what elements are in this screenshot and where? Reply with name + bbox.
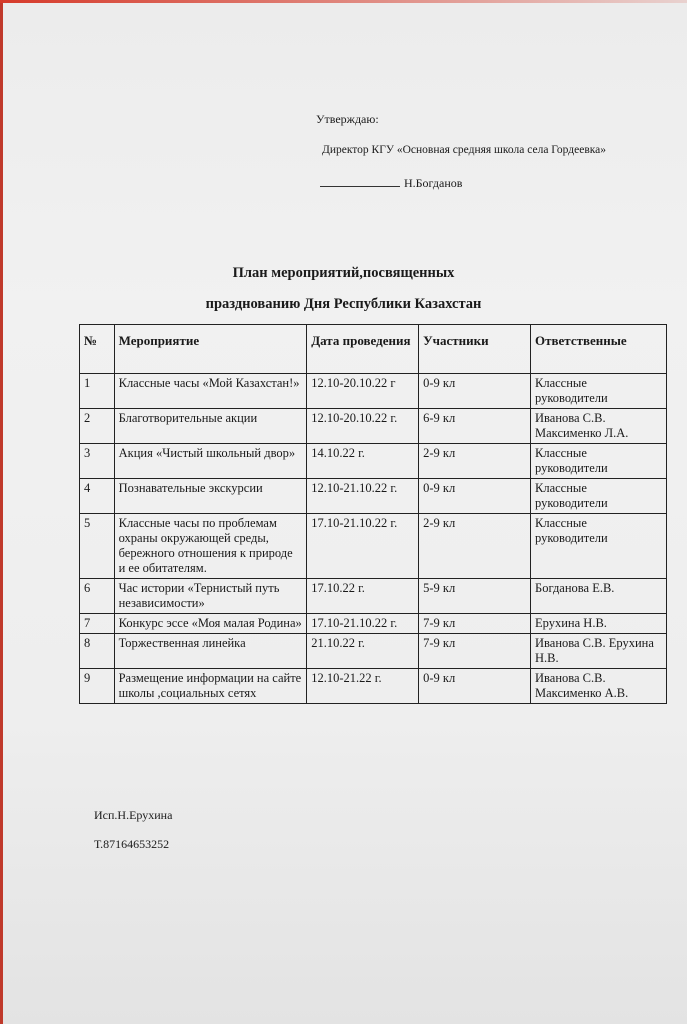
cell-participants: 0-9 кл [419, 669, 531, 704]
signature-line [320, 177, 462, 189]
approval-label: Утверждаю: [316, 112, 379, 126]
cell-date: 12.10-21.22 г. [307, 669, 419, 704]
cell-event: Благотворительные акции [114, 409, 307, 444]
cell-event: Торжественная линейка [114, 634, 307, 669]
table-header-row [80, 325, 667, 374]
table-row [80, 669, 667, 704]
cell-number: 4 [80, 479, 115, 514]
cell-date: 17.10-21.10.22 г. [307, 514, 419, 579]
cell-participants: 2-9 кл [419, 514, 531, 579]
cell-event: Конкурс эссе «Моя малая Родина» [114, 614, 307, 634]
cell-date: 14.10.22 г. [307, 444, 419, 479]
director-line: Директор КГУ «Основная средняя школа села Гордеевка» [322, 144, 607, 156]
cell-event: Классные часы «Мой Казахстан!» [114, 374, 307, 409]
cell-event: Час истории «Тернистый путь независимости» [114, 579, 307, 614]
cell-event: Акция «Чистый школьный двор» [114, 444, 307, 479]
cell-responsible: Иванова С.В. Ерухина Н.В. [531, 634, 667, 669]
cell-responsible: Иванова С.В. Максименко А.В. [531, 669, 667, 704]
table-row [80, 614, 667, 634]
table-row [80, 479, 667, 514]
page-top-red-edge [0, 0, 687, 3]
header-responsible: Ответственные [531, 325, 667, 374]
cell-responsible: Классные руководители [531, 479, 667, 514]
table-row [80, 514, 667, 579]
table-row [80, 409, 667, 444]
events-plan-table [79, 324, 667, 704]
cell-date: 17.10-21.10.22 г. [307, 614, 419, 634]
cell-date: 12.10-21.10.22 г. [307, 479, 419, 514]
cell-event: Познавательные экскурсии [114, 479, 307, 514]
cell-number: 7 [80, 614, 115, 634]
header-event: Мероприятие [114, 325, 307, 374]
cell-number: 9 [80, 669, 115, 704]
cell-responsible: Классные руководители [531, 444, 667, 479]
cell-participants: 7-9 кл [419, 634, 531, 669]
cell-participants: 0-9 кл [419, 479, 531, 514]
signature-name: Н.Богданов [404, 176, 463, 190]
executor-phone: Т.87164653252 [94, 837, 170, 851]
cell-number: 1 [80, 374, 115, 409]
table-row [80, 579, 667, 614]
cell-participants: 5-9 кл [419, 579, 531, 614]
cell-responsible: Классные руководители [531, 374, 667, 409]
cell-date: 17.10.22 г. [307, 579, 419, 614]
document-title-line2: празднованию Дня Республики Казахстан [205, 296, 482, 312]
header-date: Дата проведения [307, 325, 419, 374]
cell-participants: 2-9 кл [419, 444, 531, 479]
cell-event: Классные часы по проблемам охраны окружающей среды, бережного отношения к природе и ее обитателям. [114, 514, 307, 579]
executor-name: Исп.Н.Ерухина [94, 808, 173, 822]
table-row [80, 634, 667, 669]
page-edge-red-line [0, 0, 3, 1024]
cell-event: Размещение информации на сайте школы ,социальных сетях [114, 669, 307, 704]
cell-participants: 6-9 кл [419, 409, 531, 444]
header-number: № [80, 325, 115, 374]
cell-responsible: Классные руководители [531, 514, 667, 579]
cell-number: 2 [80, 409, 115, 444]
document-title-line1: План мероприятий,посвященных [232, 265, 455, 281]
cell-responsible: Иванова С.В. Максименко Л.А. [531, 409, 667, 444]
cell-date: 21.10.22 г. [307, 634, 419, 669]
cell-number: 8 [80, 634, 115, 669]
table-row [80, 444, 667, 479]
cell-number: 3 [80, 444, 115, 479]
cell-date: 12.10-20.10.22 г [307, 374, 419, 409]
signature-blank [320, 186, 400, 187]
cell-responsible: Ерухина Н.В. [531, 614, 667, 634]
cell-date: 12.10-20.10.22 г. [307, 409, 419, 444]
header-participants: Участники [419, 325, 531, 374]
cell-responsible: Богданова Е.В. [531, 579, 667, 614]
table-row [80, 374, 667, 409]
cell-participants: 0-9 кл [419, 374, 531, 409]
cell-participants: 7-9 кл [419, 614, 531, 634]
cell-number: 5 [80, 514, 115, 579]
cell-number: 6 [80, 579, 115, 614]
